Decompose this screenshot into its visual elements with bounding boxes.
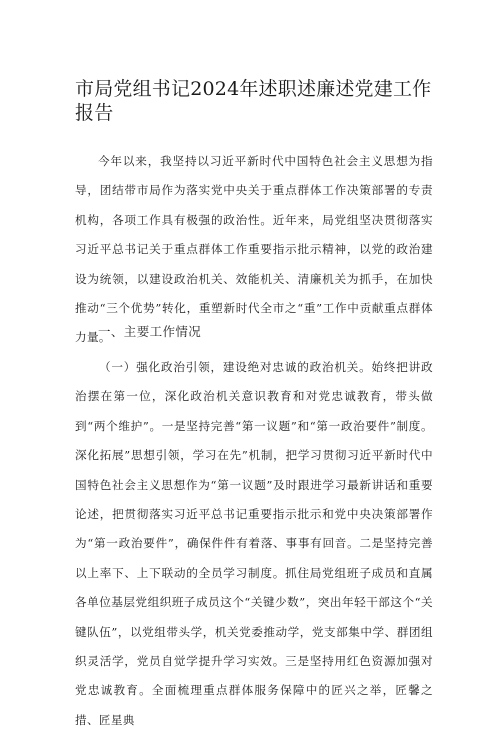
document-title: 市局党组书记2024年述职述廉述党建工作报告	[75, 78, 432, 124]
body-paragraph: （一）强化政治引领，建设绝对忠诚的政治机关。始终把讲政治摆在第一位，深化政治机关意识教育和对党忠诚教育，带头做到“两个维护”。一是坚持完善“第一议题”和“第一政治要件”制度。深化拓展”思想引领，学习在先”机制，把学习贯彻习近平新时代中国特色社会主义思想作为“第一议题”及时跟进学习最新讲话和重要论述，把贯彻落实习近平总书记重要指示批示和党中央决策部署作为“第一政治要件”，确保件件有着落、事事有回音。二是坚持完善以上率下、上下联动的全员学习制度。抓住局党组班子成员和直属各单位基层党组织班子成员这个“关键少数”，突出年轻干部这个“关键队伍”，以党组带头学，机关党委推动学，党支部集中学、群团组织灵活学，党员自觉学提升学习实效。三是坚持用红色资源加强对党忠诚教育。全面梳理重点群体服务保障中的匠兴之举，匠馨之措、匠星典	[75, 360, 433, 727]
intro-paragraph: 今年以来，我坚持以习近平新时代中国特色社会主义思想为指导，团结带市局作为落实党中央关于重点群体工作决策部署的专责机构，各项工作具有极强的政治性。近年来，局党组坚决贯彻落实习近平总书记关于重点群体工作重要指示批示精神，以党的政治建设为统领，以建设政治机关、效能机关、清廉机关为抓手，在加快推动“三个优势”转化，重塑新时代全市之“重”工作中贡献重点群体力量。	[75, 154, 433, 345]
section-heading: 一、主要工作情况	[98, 324, 202, 339]
